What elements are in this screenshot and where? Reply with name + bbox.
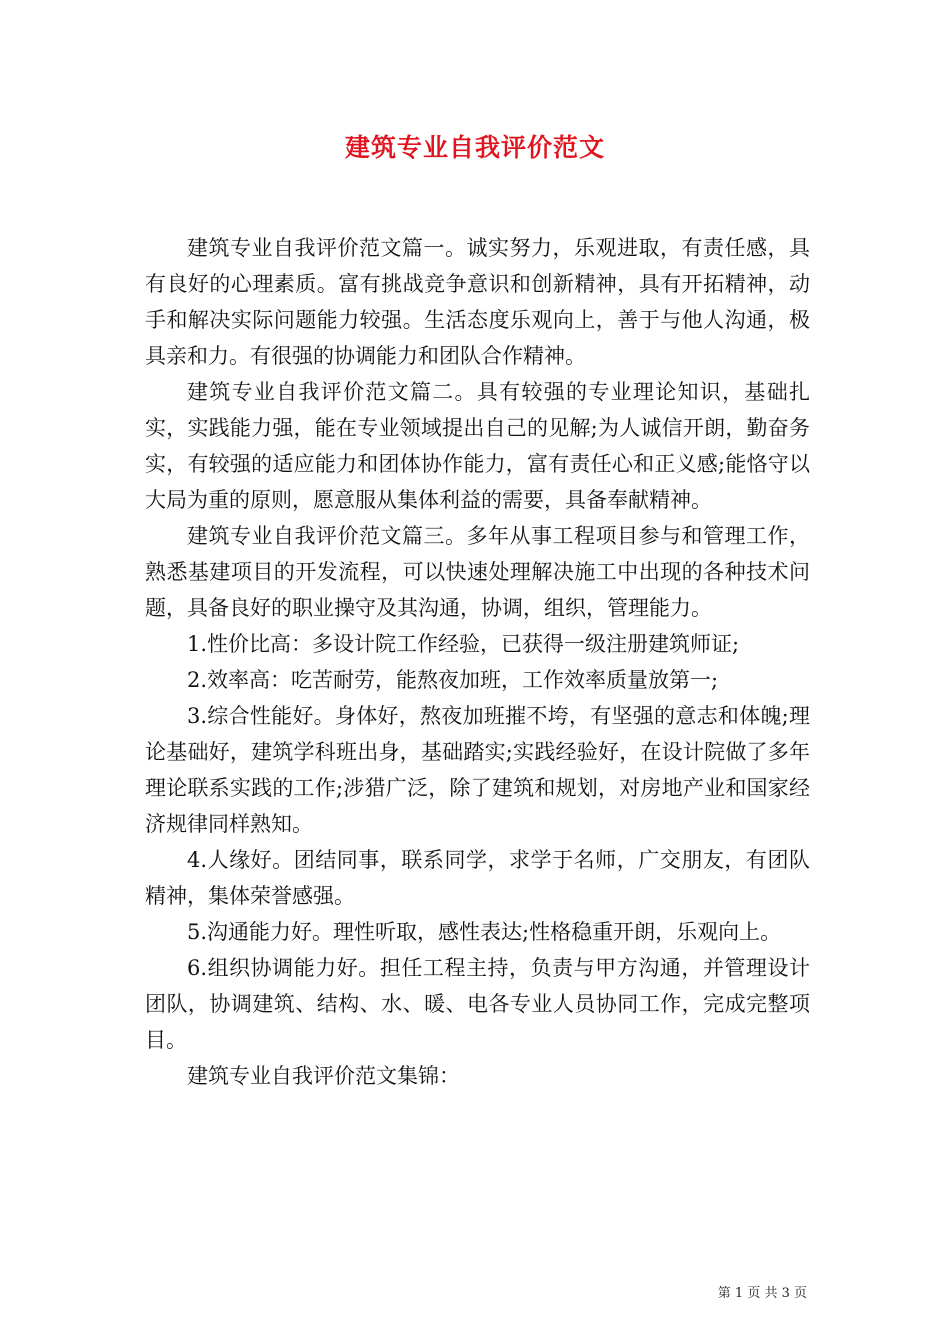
document-body bbox=[145, 230, 810, 1094]
list-item-5: 5.沟通能力好。理性听取，感性表达;性格稳重开朗，乐观向上。 bbox=[187, 920, 782, 944]
list-item-6: 6.组织协调能力好。担任工程主持，负责与甲方沟通，并管理设计团队，协调建筑、结构、水、暖、电各专业人员协同工作，完成完整项目。 bbox=[145, 956, 810, 1052]
list-item-1: 1.性价比高：多设计院工作经验，已获得一级注册建筑师证; bbox=[187, 632, 740, 656]
list-item-2: 2.效率高：吃苦耐劳，能熬夜加班，工作效率质量放第一; bbox=[187, 668, 719, 692]
list-item-3: 3.综合性能好。身体好，熬夜加班摧不垮，有坚强的意志和体魄;理论基础好，建筑学科班出身，基础踏实;实践经验好，在设计院做了多年理论联系实践的工作;涉猎广泛，除了建筑和规划，对房地产业和国家经济规律同样熟知。 bbox=[145, 704, 810, 836]
paragraph-1: 建筑专业自我评价范文篇一。诚实努力，乐观进取，有责任感，具有良好的心理素质。富有挑战竞争意识和创新精神，具有开拓精神，动手和解决实际问题能力较强。生活态度乐观向上，善于与他人沟通，极具亲和力。有很强的协调能力和团队合作精神。 bbox=[145, 236, 810, 368]
page-number-footer: 第 1 页 共 3 页 bbox=[717, 1286, 807, 1301]
paragraph-3: 建筑专业自我评价范文篇三。多年从事工程项目参与和管理工作，熟悉基建项目的开发流程，可以快速处理解决施工中出现的各种技术问题，具备良好的职业操守及其沟通，协调，组织，管理能力。 bbox=[145, 524, 810, 620]
document-title: 建筑专业自我评价范文 bbox=[344, 133, 605, 162]
paragraph-collection-heading: 建筑专业自我评价范文集锦： bbox=[187, 1064, 460, 1088]
paragraph-2: 建筑专业自我评价范文篇二。具有较强的专业理论知识，基础扎实，实践能力强，能在专业领域提出自己的见解;为人诚信开朗，勤奋务实，有较强的适应能力和团体协作能力，富有责任心和正义感;能恪守以大局为重的原则，愿意服从集体利益的需要，具备奉献精神。 bbox=[145, 380, 810, 512]
list-item-4: 4.人缘好。团结同事，联系同学，求学于名师，广交朋友，有团队精神，集体荣誉感强。 bbox=[145, 848, 810, 908]
